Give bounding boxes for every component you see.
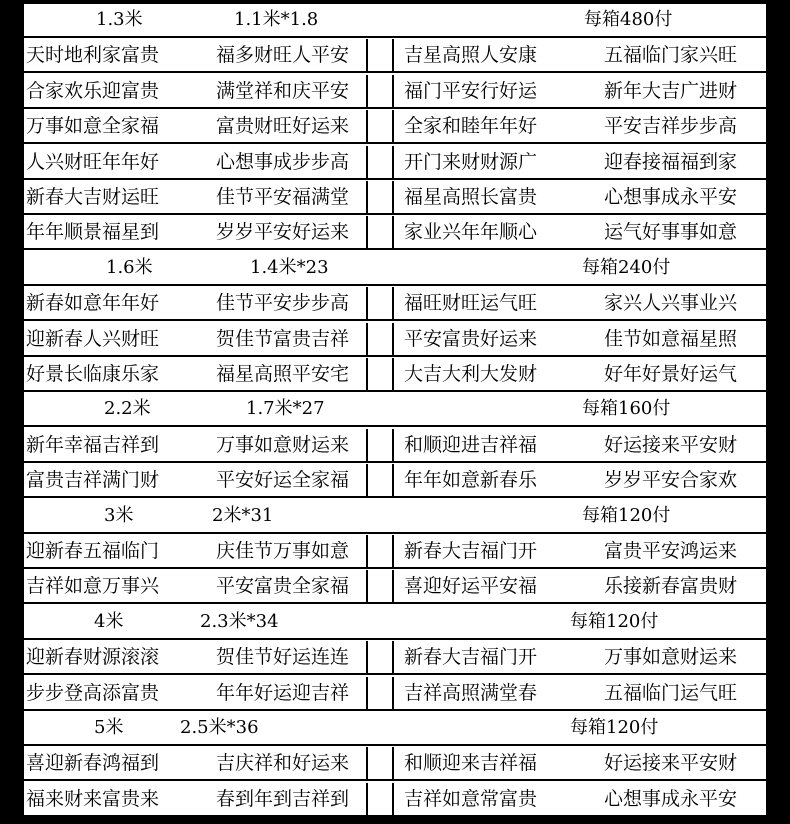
table-row — [24, 39, 766, 73]
couplet-text: 福星高照平安宅 — [216, 363, 350, 385]
couplet-text: 好年好景好运气 — [604, 363, 738, 385]
couplet-text: 好运接来平安财 — [604, 752, 738, 775]
column-divider — [392, 429, 394, 461]
couplet-text: 迎新春人兴财旺 — [26, 327, 160, 350]
column-divider — [392, 464, 394, 496]
couplet-text: 满堂祥和庆平安 — [216, 79, 350, 102]
table-row — [24, 535, 766, 569]
size-label: 1.6米 — [106, 256, 153, 278]
section-header — [24, 606, 766, 640]
column-divider — [366, 464, 368, 496]
dimension-label: 1.4米*23 — [250, 256, 329, 278]
column-divider — [392, 358, 394, 390]
table-row — [24, 429, 766, 463]
couplet-text: 好运接来平安财 — [604, 433, 738, 456]
column-divider — [392, 323, 394, 355]
couplet-text: 福多财旺人平安 — [216, 44, 350, 67]
per-box-label: 每箱120付 — [570, 717, 659, 738]
section-header — [24, 393, 766, 427]
dimension-label: 2.3米*34 — [200, 610, 279, 632]
couplet-text: 新春大吉福门开 — [404, 646, 538, 669]
size-label: 3米 — [104, 504, 134, 526]
column-divider — [392, 535, 394, 567]
couplet-text: 全家和睦年年好 — [404, 115, 538, 138]
couplet-text: 吉祥如意万事兴 — [26, 575, 160, 598]
couplet-text: 运气好事事如意 — [604, 221, 738, 244]
column-divider — [392, 747, 394, 779]
size-label: 5米 — [94, 717, 124, 738]
section-header — [24, 500, 766, 534]
column-divider — [392, 75, 394, 107]
column-divider — [392, 146, 394, 178]
column-divider — [392, 570, 394, 602]
table-row — [24, 783, 766, 817]
table-row — [24, 181, 766, 215]
couplet-text: 好景长临康乐家 — [26, 363, 160, 385]
couplet-text: 心想事成永平安 — [604, 787, 738, 810]
per-box-label: 每箱160付 — [582, 398, 671, 420]
couplet-text: 新春如意年年好 — [26, 292, 160, 315]
column-divider — [366, 181, 368, 213]
couplet-text: 吉庆祥和好运来 — [216, 752, 350, 775]
column-divider — [366, 677, 368, 709]
dimension-label: 1.7米*27 — [246, 398, 325, 420]
couplet-text: 心想事成永平安 — [604, 186, 738, 208]
section-header — [24, 252, 766, 286]
per-box-label: 每箱120付 — [582, 504, 671, 526]
couplet-text: 乐接新春富贵财 — [604, 575, 738, 598]
size-label: 4米 — [94, 610, 124, 632]
table-row — [24, 287, 766, 321]
couplet-text: 吉祥如意常富贵 — [404, 787, 538, 810]
column-divider — [392, 39, 394, 71]
couplet-text: 吉祥高照满堂春 — [404, 681, 538, 704]
column-divider — [392, 783, 394, 815]
couplet-text: 天时地利家富贵 — [26, 44, 160, 67]
column-divider — [392, 641, 394, 673]
couplet-text: 年年如意新春乐 — [404, 469, 538, 492]
couplet-text: 岁岁平安好运来 — [216, 221, 350, 244]
couplet-text: 人兴财旺年年好 — [26, 150, 160, 173]
couplet-text: 年年顺景福星到 — [26, 221, 160, 244]
couplet-text: 迎新春财源滚滚 — [26, 646, 160, 669]
couplet-text: 万事如意全家福 — [26, 115, 160, 138]
couplet-text: 富贵吉祥满门财 — [26, 469, 160, 492]
table-row — [24, 110, 766, 144]
couplet-text: 岁岁平安合家欢 — [604, 469, 738, 492]
couplet-text: 新春大吉财运旺 — [26, 186, 160, 208]
couplet-text: 富贵平安鸿运来 — [604, 540, 738, 562]
table-row — [24, 641, 766, 675]
couplet-text: 平安富贵全家福 — [216, 575, 350, 598]
per-box-label: 每箱240付 — [582, 256, 671, 278]
couplet-text: 万事如意财运来 — [604, 646, 738, 669]
column-divider — [366, 783, 368, 815]
column-divider — [392, 181, 394, 213]
couplet-text: 新年大吉广进财 — [604, 79, 738, 102]
couplet-text: 平安好运全家福 — [216, 469, 350, 492]
couplet-text: 年年好运迎吉祥 — [216, 681, 350, 704]
couplet-text: 贺佳节好运连连 — [216, 646, 350, 669]
per-box-label: 每箱120付 — [570, 610, 659, 632]
column-divider — [392, 287, 394, 319]
couplet-text: 五福临门运气旺 — [604, 681, 738, 704]
table-row — [24, 358, 766, 392]
column-divider — [366, 39, 368, 71]
couplet-text: 新年幸福吉祥到 — [26, 433, 160, 456]
table-row — [24, 570, 766, 604]
section-header — [24, 4, 766, 38]
column-divider — [392, 677, 394, 709]
column-divider — [366, 535, 368, 567]
column-divider — [366, 75, 368, 107]
table-row — [24, 323, 766, 357]
couplet-text: 合家欢乐迎富贵 — [26, 79, 160, 102]
column-divider — [366, 358, 368, 390]
couplet-text: 佳节平安步步高 — [216, 292, 350, 315]
couplet-text: 迎新春五福临门 — [26, 540, 160, 562]
column-divider — [366, 641, 368, 673]
table-row — [24, 75, 766, 109]
couplet-text: 迎春接福福到家 — [604, 150, 738, 173]
couplet-text: 平安富贵好运来 — [404, 327, 538, 350]
column-divider — [366, 570, 368, 602]
couplet-text: 喜迎好运平安福 — [404, 575, 538, 598]
size-label: 1.3米 — [96, 9, 143, 30]
column-divider — [366, 429, 368, 461]
couplet-text: 富贵财旺好运来 — [216, 115, 350, 138]
column-divider — [366, 146, 368, 178]
couplet-text: 佳节如意福星照 — [604, 327, 738, 350]
table-row — [24, 677, 766, 711]
couplet-text: 佳节平安福满堂 — [216, 186, 350, 208]
section-header — [24, 712, 766, 746]
dimension-label: 1.1米*1.8 — [234, 9, 319, 30]
couplet-text: 福门平安行好运 — [404, 79, 538, 102]
couplet-text: 喜迎新春鸿福到 — [26, 752, 160, 775]
couplet-text: 福星高照长富贵 — [404, 186, 538, 208]
couplet-text: 平安吉祥步步高 — [604, 115, 738, 138]
couplet-text: 庆佳节万事如意 — [216, 540, 350, 562]
size-label: 2.2米 — [104, 398, 151, 420]
couplet-text: 开门来财财源广 — [404, 150, 538, 173]
table-row — [24, 464, 766, 498]
couplet-text: 大吉大利大发财 — [404, 363, 538, 385]
dimension-label: 2米*31 — [212, 504, 274, 526]
couplet-text: 和顺迎进吉祥福 — [404, 433, 538, 456]
couplet-text: 和顺迎来吉祥福 — [404, 752, 538, 775]
couplet-text: 新春大吉福门开 — [404, 540, 538, 562]
column-divider — [366, 216, 368, 248]
couplet-text: 步步登高添富贵 — [26, 681, 160, 704]
couplet-text: 心想事成步步高 — [216, 150, 350, 173]
column-divider — [392, 216, 394, 248]
couplet-text: 贺佳节富贵吉祥 — [216, 327, 350, 350]
column-divider — [366, 747, 368, 779]
column-divider — [366, 287, 368, 319]
couplet-text: 万事如意财运来 — [216, 433, 350, 456]
column-divider — [392, 110, 394, 142]
couplet-text: 福旺财旺运气旺 — [404, 292, 538, 315]
couplet-text: 春到年到吉祥到 — [216, 787, 350, 810]
couplet-text: 家业兴年年顺心 — [404, 221, 538, 244]
table-row — [24, 747, 766, 781]
table-row — [24, 216, 766, 250]
couplet-text: 福来财来富贵来 — [26, 787, 160, 810]
couplet-text: 家兴人兴事业兴 — [604, 292, 738, 315]
column-divider — [366, 323, 368, 355]
per-box-label: 每箱480付 — [584, 9, 673, 30]
couplet-text: 五福临门家兴旺 — [604, 44, 738, 67]
table-row — [24, 146, 766, 180]
column-divider — [366, 110, 368, 142]
dimension-label: 2.5米*36 — [180, 717, 259, 738]
couplet-text: 吉星高照人安康 — [404, 44, 538, 67]
